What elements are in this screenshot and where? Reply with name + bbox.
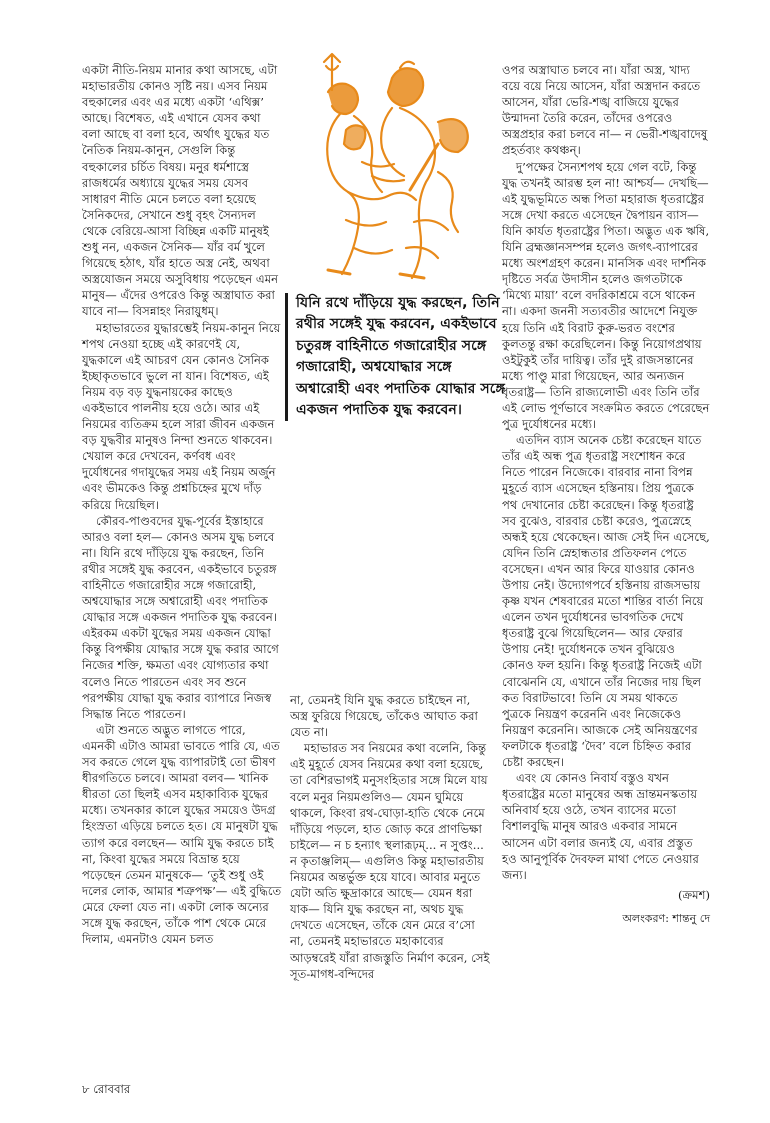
page-footer: ৮ রোববার bbox=[82, 1082, 131, 1096]
paragraph: একটা নীতি-নিয়ম মানার কথা আসছে, এটা মহাভারতীয় কোনও সৃষ্টি নয়। এসব নিয়ম বহুকালের এবং এর মধ্যে একটা ‘এথিক্স’ আছে। বিশেষত, এই এখানে যেসব কথা বলা আছে বা বলা হবে, অর্থাৎ যুদ্ধের যত নৈতিক নিয়ম-কানুন, সেগুলি কিন্তু বহুকালের চর্চিত বিষয়। মনুর ধর্মশাস্ত্রে রাজধর্মের অধ্যায়ে যুদ্ধের সময় যেসব সাধারণ নীতি মেনে চলতে বলা হয়েছে সৈনিকদের, সেখানে শুধু বৃহৎ সৈন্যদল থেকে বেরিয়ে-আসা বিচ্ছিন্ন একটি মানুষই শুধু নন, একজন সৈনিক— যাঁর বর্ম খুলে গিয়েছে হঠাৎ, যাঁর হাতে অস্ত্র নেই, অথবা অস্ত্রযোজন সময়ে অসুবিধায় পড়েছেন এমন মানুষ— এঁদের ওপরেও কিন্তু অস্ত্রাঘাত করা যাবে না— বিসন্নাহং নিরায়ুধম্। bbox=[82, 63, 279, 319]
paragraph: এটা শুনতে অদ্ভুত লাগতে পারে, এমনকী এটাও আমরা ভাবতে পারি যে, এত সব করতে গেলে যুদ্ধ ব্যাপারটাই তো ভীষণ ধীরগতিতে চলবে। আমরা বলব— খানিক ধীরতা তো ছিলই এসব মহাকাব্যিক যুদ্ধের মধ্যে। তখনকার কালে যুদ্ধের সময়েও উদগ্র হিংস্রতা এড়িয়ে চলতে হত। যে মানুষটা যুদ্ধ ত্যাগ করে বলছেন— আমি যুদ্ধ করতে চাই না, কিংবা যুদ্ধের সময়ে বিভ্রান্ত হয়ে পড়েছেন তেমন মানুষকে— ‘তুই শুধু ওই দলের লোক, আমার শত্রুপক্ষ’— এই বুদ্ধিতে মেরে ফেলা যেত না। একটা লোক অন্যের সঙ্গে যুদ্ধ করছেন, তাঁকে পাশ থেকে মেরে দিলাম, এমনটাও যেমন চলত bbox=[82, 722, 282, 947]
paragraph: মহাভারতের যুদ্ধারম্ভেই নিয়ম-কানুন নিয়ে শপথ নেওয়া হচ্ছে এই কারণেই যে, যুদ্ধকালে এই আচরণ যেন কোনও সৈনিক ইচ্ছাকৃতভাবে ভুলে না যান। বিশেষত, এই নিয়ম বড় বড় যুদ্ধনায়কের কাছেও একইভাবে পালনীয় হয়ে ওঠে। আর এই নিয়মের ব্যতিক্রম হলে সারা জীবন একজন বড় যুদ্ধবীর মানুষও নিন্দা শুনতে থাকবেন। খেয়াল করে দেখবেন, কর্ণবধ এবং দুর্যোধনের গদাযুদ্ধের সময় এই নিয়ম অর্জুন এবং ভীমকেও কিন্তু প্রশ্নচিহ্নের মুখে দাঁড় করিয়ে দিয়েছিল। bbox=[82, 320, 281, 512]
paragraph: এবং যে কোনও নিবার্য বস্তুও যখন ধৃতরাষ্ট্রের মতো মানুষের অন্ধ ভ্রান্তমনস্কতায় অনিবার্য হয়ে ওঠে, তখন ব্যাসের মতো বিশালবুদ্ধি মানুষ আরও একবার সামনে আসেন এটা বলার জন্যই যে, এবার প্রস্তুত হও আনুপূর্বিক দৈবফল মাথা পেতে নেওয়ার জন্য। bbox=[502, 771, 699, 882]
paragraph: না, তেমনই যিনি যুদ্ধ করতে চাইছেন না, অস্ত্র ফুরিয়ে গিয়েছে, তাঁকেও আঘাত করা যেত না। bbox=[290, 693, 478, 740]
to-be-continued: (ক্রমশ) bbox=[677, 887, 710, 902]
illustration-credit: অলংকরণ: শান্তনু দে bbox=[622, 911, 710, 925]
article-column-2 bbox=[290, 692, 490, 982]
article-column-1 bbox=[82, 62, 282, 947]
pull-quote: যিনি রথে দাঁড়িয়ে যুদ্ধ করছেন, তিনি রথীর সঙ্গেই যুদ্ধ করবেন, একইভাবে চতুরঙ্গ বাহিনীতে গজারোহীর সঙ্গে গজারোহী, অশ্বযোদ্ধার সঙ্গে অশ্বারোহী এবং পদাতিক যোদ্ধার সঙ্গে একজন পদাতিক যুদ্ধ করবেন। bbox=[285, 293, 508, 421]
article-column-3 bbox=[502, 62, 710, 927]
paragraph: এতদিন ব্যাস অনেক চেষ্টা করেছেন যাতে তাঁর এই অন্ধ পুত্র ধৃতরাষ্ট্র সংশোধন করে নিতে পারেন নিজেকে। বারবার নানা বিপন্ন মুহূর্তে ব্যাস এসেছেন হস্তিনায়। প্রিয় পুত্রকে পথ দেখানোর চেষ্টা করেছেন। কিন্তু ধৃতরাষ্ট্র সব বুঝেও, বারবার চেষ্টা করেও, পুত্রস্নেহে অন্ধই হয়ে থেকেছেন। আজ সেই দিন এসেছে, যেদিন তিনি স্নেহান্ধতার প্রতিফলন পেতে বসেছেন। এখন আর ফিরে যাওয়ার কোনও উপায় নেই। উদ্যোগপর্বে হস্তিনায় রাজসভায় কৃষ্ণ যখন শেষবারের মতো শান্তির বার্তা নিয়ে এলেন তখন দুর্যোধনের ভাবগতিক দেখে ধৃতরাষ্ট্র বুঝে গিয়েছিলেন— আর ফেরার উপায় নেই! দুর্যোধনকে তখন বুঝিয়েও কোনও ফল হয়নি। কিন্তু ধৃতরাষ্ট্র নিজেই এটা বোঝেননি যে, এখানে তাঁর নিজের দায় ছিল কত বিরাটভাবে! তিনি যে সময় থাকতে পুত্রকে নিয়ন্ত্রণ করেননি এবং নিজেকেও নিয়ন্ত্রণ করেননি। আজকে সেই অনিয়ন্ত্রণের ফলটাকে ধৃতরাষ্ট্র ‘দৈব’ বলে চিহ্নিত করার চেষ্টা করছেন। bbox=[502, 433, 710, 770]
paragraph: ওপর অস্ত্রাঘাত চলবে না। যাঁরা অস্ত্র, খাদ্য বয়ে বয়ে নিয়ে আসেন, যাঁরা অস্ত্রদান করতে আসেন, যাঁরা ভেরি-শঙ্খ বাজিয়ে যুদ্ধের উন্মাদনা তৈরি করেন, তাঁদের ওপরেও অস্ত্রপ্রহার করা চলবে না— ন ভেরী-শঙ্খবাদেষু প্রহর্তব্যং কথঞ্চন্। bbox=[502, 63, 708, 158]
paragraph: মহাভারত সব নিয়মের কথা বলেনি, কিন্তু এই মুহূর্তে যেসব নিয়মের কথা বলা হয়েছে, তা বেশিরভাগই মনুসংহিতার সঙ্গে মিলে যায় বলে মনুর নিয়মগুলিও— যেমন ঘুমিয়ে থাকলে, কিংবা রথ-ঘোড়া-হাতি থেকে নেমে দাঁড়িয়ে পড়লে, হাত জোড় করে প্রাণভিক্ষা চাইলে— ন চ হন্যাৎ স্থলারূঢ়ম্... ন সুপ্তং... ন কৃতাঞ্জলিম্— এগুলিও কিন্তু মহাভারতীয় নিয়মের অন্তর্ভুক্ত হয়ে যাবে। আবার মনুতে যেটা অতি ক্ষুদ্রাকারে আছে— যেমন ধরা যাক— যিনি যুদ্ধ করছেন না, অথচ যুদ্ধ দেখতে এসেছেন, তাঁকে যেন মেরে ব’সো না, তেমনই মহাভারতে মহাকাব্যের আড়ম্বরেই যাঁরা রাজস্তুতি নির্মাণ করেন, সেই সূত-মাগধ-বন্দিদের bbox=[290, 741, 490, 981]
illustration-two-figures bbox=[288, 52, 492, 284]
paragraph: দু’পক্ষের সৈন্যশপথ হয়ে গেল বটে, কিন্তু যুদ্ধ তখনই আরম্ভ হল না! আশ্চর্য— দেখছি— এই যুদ্ধভূমিতে অন্ধ পিতা মহারাজ ধৃতরাষ্ট্রের সঙ্গে দেখা করতে এসেছেন দ্বৈপায়ন ব্যাস— যিনি কার্যত ধৃতরাষ্ট্রের পিতা। অদ্ভুত এক ঋষি, যিনি ব্রহ্মজ্ঞানসম্পন্ন হলেও জগৎ-ব্যাপারের মধ্যে অংশগ্রহণ করেন। মানসিক এবং দার্শনিক দৃষ্টিতে সর্বত্র উদাসীন হলেও জগতটাকে ‘মিথ্যে মায়া’ বলে বদরিকাশ্রমে বসে থাকেন না। একদা জননী সত্যবতীর আদেশে নিযুক্ত হয়ে তিনি এই বিরাট কুরু-ভরত বংশের কুলতন্তু রক্ষা করেছিলেন। কিন্তু নিয়োগপ্রথায় ওইটুকুই তাঁর দায়িত্ব। তাঁর দুই রাজসন্তানের মধ্যে পাণ্ডু মারা গিয়েছেন, আর অন্যজন ধৃতরাষ্ট্র— তিনি রাজ্যলোভী এবং তিনি তাঁর এই লোভ পূর্ণভাবে সংক্রমিত করতে পেরেছেন পুত্র দুর্যোধনের মধ্যে। bbox=[502, 159, 710, 432]
paragraph: কৌরব-পাণ্ডবদের যুদ্ধ-পূর্বের ইস্তাহারে আরও বলা হল— কোনও অসম যুদ্ধ চলবে না। যিনি রথে দাঁড়িয়ে যুদ্ধ করছেন, তিনি রথীর সঙ্গেই যুদ্ধ করবেন, একইভাবে চতুরঙ্গ বাহিনীতে গজারোহীর সঙ্গে গজারোহী, অশ্বযোদ্ধার সঙ্গে অশ্বারোহী এবং পদাতিক যোদ্ধার সঙ্গে একজন পদাতিক যুদ্ধ করবেন। এইরকম একটা যুদ্ধের সময় একজন যোদ্ধা কিন্তু বিপক্ষীয় যোদ্ধার সঙ্গে যুদ্ধ করার আগে নিজের শক্তি, ক্ষমতা এবং যোগ্যতার কথা বলেও নিতে পারতেন এবং সব শুনে পরপক্ষীয় যোদ্ধা যুদ্ধ করার ব্যাপারে নিজস্ব সিদ্ধান্ত নিতে পারতেন। bbox=[82, 513, 279, 721]
